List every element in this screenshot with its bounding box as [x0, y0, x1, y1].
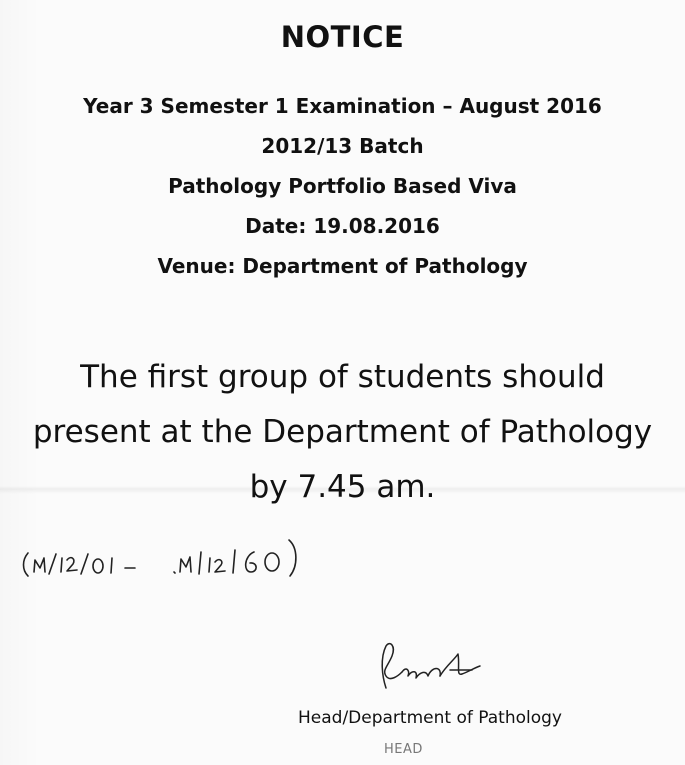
handwritten-index-range [18, 528, 348, 588]
signature [372, 636, 490, 696]
subject-line: Pathology Portfolio Based Viva [168, 174, 517, 198]
notice-body [0, 350, 685, 515]
body-line-1: The first group of students should [80, 359, 605, 395]
notice-title: NOTICE [280, 20, 405, 54]
signatory-designation: Head/Department of Pathology [298, 708, 562, 728]
exam-details [0, 86, 685, 286]
batch-line: 2012/13 Batch [261, 134, 424, 158]
body-line-3: by 7.45 am. [249, 469, 436, 505]
body-line-2: present at the Department of Pathology [32, 414, 653, 450]
venue-line: Venue: Department of Pathology [157, 254, 528, 278]
exam-title: Year 3 Semester 1 Examination – August 2016 [83, 94, 602, 118]
date-line: Date: 19.08.2016 [245, 214, 440, 238]
stamp-text: HEAD [384, 742, 423, 757]
